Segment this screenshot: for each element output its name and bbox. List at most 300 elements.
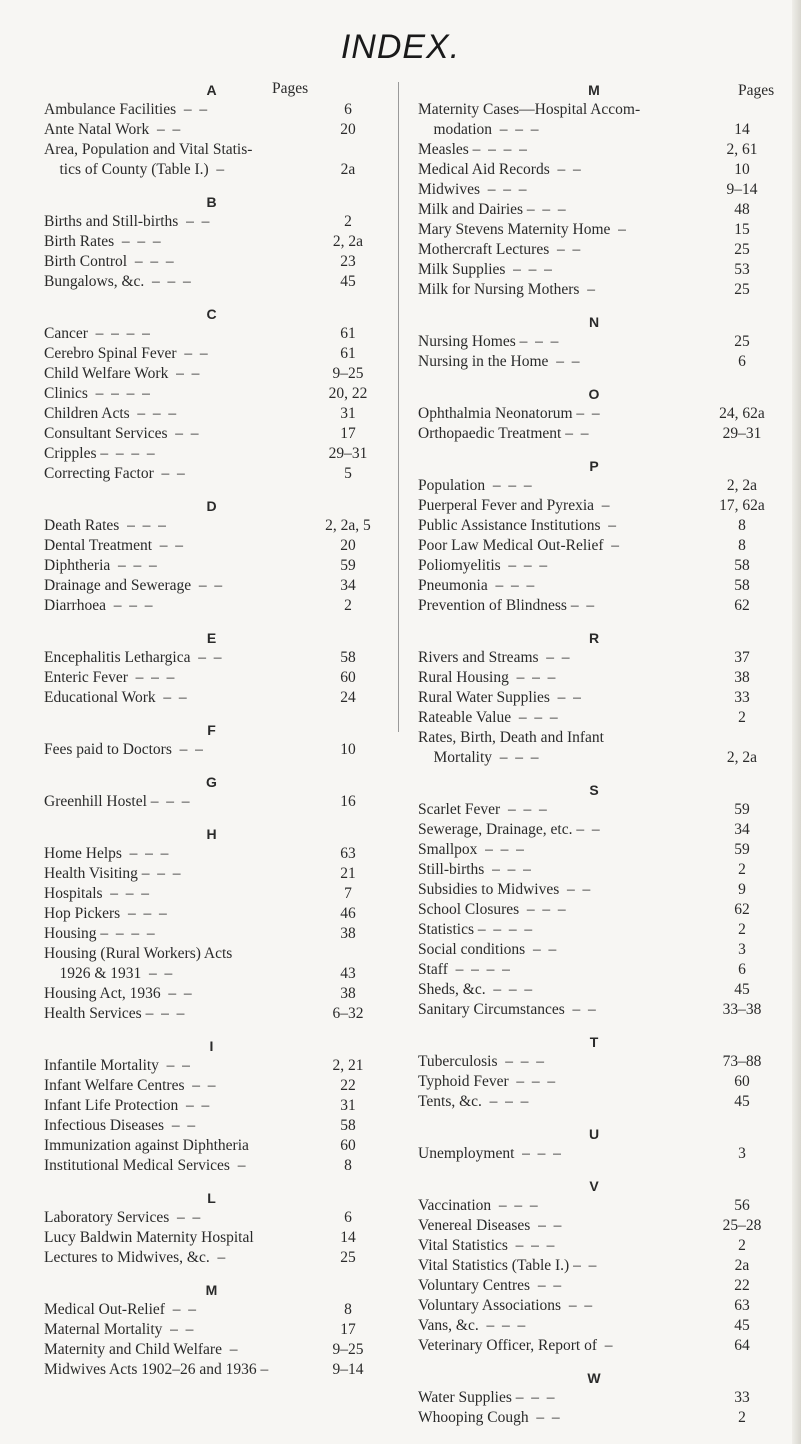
index-entry	[44, 884, 379, 904]
entry-pages: 45	[340, 273, 356, 290]
entry-label: Scarlet Fever – – –	[418, 801, 547, 818]
index-entry	[418, 1072, 770, 1092]
entry-label: Rateable Value – – –	[418, 709, 558, 726]
entry-pages: 62	[734, 901, 750, 918]
entry-pages: 25	[734, 281, 750, 298]
index-entry	[418, 980, 770, 1000]
entry-pages: 48	[734, 201, 750, 218]
entry-label: Sheds, &c. – – –	[418, 981, 533, 998]
index-entry	[418, 900, 770, 920]
pages-header-left: Pages	[272, 80, 309, 97]
entry-pages: 9	[738, 881, 746, 898]
entry-label: School Closures – – –	[418, 901, 566, 918]
index-entry	[44, 1076, 379, 1096]
index-entry	[418, 1144, 770, 1164]
entry-pages: 9–25	[332, 365, 364, 382]
entry-pages: 16	[340, 793, 356, 810]
entry-pages: 61	[340, 325, 356, 342]
entry-label: Area, Population and Vital Statis-	[44, 141, 253, 158]
entry-pages: 25–28	[722, 1217, 762, 1234]
entry-pages: 20, 22	[328, 385, 368, 402]
entry-label: Maternity and Child Welfare –	[44, 1341, 238, 1358]
index-entry	[418, 1276, 770, 1296]
section-letter: B	[206, 194, 217, 210]
index-entry	[418, 708, 770, 728]
index-entry	[44, 556, 379, 576]
entry-pages: 33	[734, 1389, 750, 1406]
index-entry	[418, 748, 770, 768]
section-letter: L	[207, 1190, 216, 1206]
entry-label: Subsidies to Midwives – –	[418, 881, 591, 898]
entry-label: 1926 & 1931 – –	[44, 965, 173, 982]
entry-label: Midwives – – –	[418, 181, 527, 198]
index-entry	[418, 516, 770, 536]
page-title: INDEX.	[340, 28, 461, 66]
entry-pages: 21	[340, 865, 356, 882]
index-entry	[44, 1116, 379, 1136]
index-entry	[44, 984, 379, 1004]
index-entry	[44, 944, 379, 964]
entry-label: Bungalows, &c. – – –	[44, 273, 191, 290]
index-entry	[44, 1096, 379, 1116]
entry-label: Children Acts – – –	[44, 405, 177, 422]
index-entry	[418, 476, 770, 496]
entry-label: Cripples – – – –	[44, 445, 155, 462]
entry-label: Pneumonia – – –	[418, 577, 535, 594]
entry-label: Milk for Nursing Mothers –	[418, 281, 595, 298]
entry-label: Rural Housing – – –	[418, 669, 556, 686]
entry-pages: 2, 61	[726, 141, 758, 158]
entry-label: Ante Natal Work – –	[44, 121, 181, 138]
index-entry	[44, 424, 379, 444]
entry-pages: 58	[734, 557, 750, 574]
index-entry	[418, 240, 770, 260]
entry-label: Venereal Diseases – –	[418, 1217, 562, 1234]
entry-label: Poliomyelitis – – –	[418, 557, 548, 574]
entry-label: Statistics – – – –	[418, 921, 533, 938]
entry-label: Public Assistance Institutions –	[418, 517, 617, 534]
entry-label: Fees paid to Doctors – –	[44, 741, 203, 758]
entry-pages: 37	[734, 649, 750, 666]
index-entry	[418, 840, 770, 860]
entry-pages: 2	[738, 709, 746, 726]
entry-pages: 56	[734, 1197, 750, 1214]
entry-label: Measles – – – –	[418, 141, 527, 158]
index-entry	[44, 1340, 379, 1360]
entry-label: Maternity Cases—Hospital Accom-	[418, 101, 641, 118]
entry-pages: 9–25	[332, 1341, 364, 1358]
index-entry	[44, 516, 379, 536]
entry-pages: 5	[344, 465, 352, 482]
entry-pages: 25	[734, 333, 750, 350]
index-entry	[418, 140, 770, 160]
index-entry	[44, 384, 379, 404]
entry-pages: 73–88	[722, 1053, 762, 1070]
index-entry	[418, 1316, 770, 1336]
entry-label: Unemployment – – –	[418, 1145, 561, 1162]
index-entry	[418, 1256, 770, 1276]
entry-pages: 14	[340, 1229, 356, 1246]
index-entry	[418, 1052, 770, 1072]
entry-pages: 6	[738, 961, 746, 978]
entry-pages: 20	[340, 537, 356, 554]
entry-pages: 8	[738, 517, 746, 534]
entry-pages: 2, 2a, 5	[325, 517, 371, 534]
section-letter: F	[207, 722, 216, 738]
entry-pages: 14	[734, 121, 750, 138]
index-entry	[418, 668, 770, 688]
entry-label: Poor Law Medical Out-Relief –	[418, 537, 620, 554]
entry-pages: 2a	[340, 161, 356, 178]
entry-pages	[317, 944, 379, 964]
entry-pages: 2	[738, 921, 746, 938]
entry-pages: 63	[340, 845, 356, 862]
section-letter: N	[588, 314, 600, 330]
entry-pages: 3	[738, 1145, 746, 1162]
index-entry	[44, 1136, 379, 1156]
section-letter: A	[206, 82, 217, 98]
entry-label: Water Supplies – – –	[418, 1389, 555, 1406]
index-entry	[44, 444, 379, 464]
entry-label: Milk and Dairies – – –	[418, 201, 566, 218]
index-entry	[44, 252, 379, 272]
entry-pages: 60	[340, 1137, 356, 1154]
entry-pages: 9–14	[332, 1361, 364, 1378]
entry-pages: 8	[344, 1301, 352, 1318]
entry-label: Medical Out-Relief – –	[44, 1301, 196, 1318]
entry-label: Vital Statistics – – –	[418, 1237, 555, 1254]
index-entry	[44, 140, 379, 160]
entry-pages: 33–38	[722, 1001, 762, 1018]
index-entry	[44, 668, 379, 688]
entry-pages: 2	[344, 597, 352, 614]
section-letter: U	[588, 1126, 600, 1142]
entry-label: Rates, Birth, Death and Infant	[418, 729, 604, 746]
entry-label: Educational Work – –	[44, 689, 187, 706]
index-entry	[418, 960, 770, 980]
entry-pages: 17, 62a	[719, 497, 765, 514]
index-entry	[418, 160, 770, 180]
index-entry	[44, 688, 379, 708]
entry-pages: 10	[340, 741, 356, 758]
index-entry	[418, 1336, 770, 1356]
index-column-right	[418, 80, 770, 1440]
index-entry	[418, 404, 770, 424]
section-letter: I	[209, 1038, 214, 1054]
entry-label: Vital Statistics (Table I.) – –	[418, 1257, 597, 1274]
index-entry	[418, 352, 770, 372]
index-entry	[418, 496, 770, 516]
index-entry	[44, 1228, 379, 1248]
entry-pages: 2, 2a	[726, 477, 758, 494]
entry-label: Child Welfare Work – –	[44, 365, 200, 382]
section-letter: P	[589, 458, 599, 474]
index-entry	[44, 364, 379, 384]
section-letter: G	[206, 774, 217, 790]
entry-label: Puerperal Fever and Pyrexia –	[418, 497, 610, 514]
index-entry	[44, 404, 379, 424]
index-entry	[418, 100, 770, 120]
entry-label: Rivers and Streams – –	[418, 649, 570, 666]
index-entry	[418, 280, 770, 300]
entry-label: Tuberculosis – – –	[418, 1053, 545, 1070]
entry-label: Sewerage, Drainage, etc. – –	[418, 821, 600, 838]
index-entry	[44, 1156, 379, 1176]
section-letter: M	[588, 82, 600, 98]
index-entry	[418, 1408, 770, 1428]
entry-pages: 38	[340, 985, 356, 1002]
entry-pages: 29–31	[328, 445, 368, 462]
index-entry	[418, 860, 770, 880]
entry-label: Consultant Services – –	[44, 425, 199, 442]
entry-label: Vans, &c. – – –	[418, 1317, 526, 1334]
index-entry	[44, 120, 379, 140]
entry-pages: 63	[734, 1297, 750, 1314]
index-entry	[44, 1004, 379, 1024]
entry-pages: 38	[734, 669, 750, 686]
entry-label: Clinics – – – –	[44, 385, 150, 402]
entry-pages: 59	[734, 801, 750, 818]
index-entry	[418, 1296, 770, 1316]
index-entry	[44, 232, 379, 252]
index-entry	[418, 728, 770, 748]
index-entry	[44, 648, 379, 668]
entry-pages: 43	[340, 965, 356, 982]
entry-label: Infectious Diseases – –	[44, 1117, 196, 1134]
index-entry	[44, 324, 379, 344]
index-entry	[418, 424, 770, 444]
index-entry	[418, 1216, 770, 1236]
entry-pages: 45	[734, 1093, 750, 1110]
index-entry	[44, 1360, 379, 1380]
entry-pages: 22	[340, 1077, 356, 1094]
entry-pages: 46	[340, 905, 356, 922]
entry-pages: 45	[734, 981, 750, 998]
index-entry	[44, 576, 379, 596]
section-letter: R	[588, 630, 600, 646]
section-letter: S	[589, 782, 599, 798]
entry-pages: 25	[340, 1249, 356, 1266]
entry-label: Veterinary Officer, Report of –	[418, 1337, 613, 1354]
index-entry	[418, 1196, 770, 1216]
entry-pages: 2	[738, 1237, 746, 1254]
entry-pages: 10	[734, 161, 750, 178]
entry-label: Ambulance Facilities – –	[44, 101, 208, 118]
entry-pages: 2, 2a	[332, 233, 364, 250]
entry-label: Mortality – – –	[418, 749, 539, 766]
entry-label: Social conditions – –	[418, 941, 557, 958]
entry-pages	[714, 100, 770, 120]
index-entry	[418, 536, 770, 556]
index-entry	[44, 792, 379, 812]
index-entry	[418, 920, 770, 940]
index-column-left	[44, 80, 379, 1392]
entry-pages: 23	[340, 253, 356, 270]
index-entry	[44, 904, 379, 924]
section-letter: H	[206, 826, 217, 842]
entry-pages: 17	[340, 425, 356, 442]
entry-label: Enteric Fever – – –	[44, 669, 175, 686]
entry-pages: 3	[738, 941, 746, 958]
entry-label: Rural Water Supplies – –	[418, 689, 581, 706]
entry-pages: 2	[738, 1409, 746, 1426]
entry-label: Diphtheria – – –	[44, 557, 157, 574]
entry-pages: 59	[734, 841, 750, 858]
entry-pages: 45	[734, 1317, 750, 1334]
entry-label: Maternal Mortality – –	[44, 1321, 194, 1338]
index-entry	[44, 596, 379, 616]
entry-label: Nursing Homes – – –	[418, 333, 559, 350]
entry-pages: 25	[734, 241, 750, 258]
entry-label: Births and Still-births – –	[44, 213, 210, 230]
section-letter: V	[589, 1178, 599, 1194]
section-letter: T	[589, 1034, 599, 1050]
entry-label: Vaccination – – –	[418, 1197, 538, 1214]
entry-pages: 58	[340, 649, 356, 666]
entry-pages: 29–31	[722, 425, 762, 442]
index-entry	[44, 272, 379, 292]
entry-pages: 62	[734, 597, 750, 614]
entry-pages: 58	[340, 1117, 356, 1134]
entry-label: modation – – –	[418, 121, 539, 138]
entry-label: Birth Control – – –	[44, 253, 174, 270]
entry-pages: 22	[734, 1277, 750, 1294]
index-entry	[418, 120, 770, 140]
entry-pages: 8	[738, 537, 746, 554]
entry-pages: 6	[344, 101, 352, 118]
entry-label: Immunization against Diphtheria	[44, 1137, 249, 1154]
entry-label: Home Helps – – –	[44, 845, 169, 862]
entry-pages	[714, 728, 770, 748]
index-entry	[418, 880, 770, 900]
entry-pages: 24	[340, 689, 356, 706]
entry-label: Laboratory Services – –	[44, 1209, 201, 1226]
section-letter: O	[588, 386, 600, 402]
entry-pages: 2	[344, 213, 352, 230]
index-entry	[418, 180, 770, 200]
index-entry	[418, 820, 770, 840]
entry-label: Prevention of Blindness – –	[418, 597, 595, 614]
section-letter: W	[587, 1370, 601, 1386]
index-entry	[418, 1092, 770, 1112]
index-entry	[418, 648, 770, 668]
entry-label: Smallpox – – –	[418, 841, 524, 858]
entry-label: Whooping Cough – –	[418, 1409, 560, 1426]
index-entry	[418, 688, 770, 708]
index-entry	[418, 220, 770, 240]
entry-label: Housing – – – –	[44, 925, 155, 942]
index-entry	[44, 844, 379, 864]
index-entry	[418, 800, 770, 820]
index-entry	[44, 1300, 379, 1320]
entry-label: Hospitals – – –	[44, 885, 150, 902]
index-entry	[44, 160, 379, 180]
entry-pages: 8	[344, 1157, 352, 1174]
entry-pages: 6	[344, 1209, 352, 1226]
index-entry	[418, 596, 770, 616]
entry-label: Staff – – – –	[418, 961, 510, 978]
entry-pages: 31	[340, 1097, 356, 1114]
entry-pages: 60	[340, 669, 356, 686]
entry-label: Hop Pickers – – –	[44, 905, 167, 922]
entry-pages: 38	[340, 925, 356, 942]
entry-label: Encephalitis Lethargica – –	[44, 649, 222, 666]
entry-label: Housing (Rural Workers) Acts	[44, 945, 233, 962]
entry-pages	[317, 140, 379, 160]
index-entry	[44, 1248, 379, 1268]
entry-label: Typhoid Fever – – –	[418, 1073, 556, 1090]
index-entry	[44, 740, 379, 760]
entry-label: Milk Supplies – – –	[418, 261, 552, 278]
index-entry	[418, 1236, 770, 1256]
entry-label: Still-births – – –	[418, 861, 531, 878]
entry-pages: 17	[340, 1321, 356, 1338]
entry-label: Orthopaedic Treatment – –	[418, 425, 589, 442]
entry-pages: 15	[734, 221, 750, 238]
entry-label: tics of County (Table I.) –	[44, 161, 225, 178]
index-entry	[418, 1000, 770, 1020]
entry-label: Greenhill Hostel – – –	[44, 793, 190, 810]
entry-label: Cerebro Spinal Fever – –	[44, 345, 208, 362]
entry-label: Infant Life Protection – –	[44, 1097, 210, 1114]
entry-label: Ophthalmia Neonatorum – –	[418, 405, 600, 422]
entry-pages: 6	[738, 353, 746, 370]
index-entry	[44, 1320, 379, 1340]
index-entry	[44, 1208, 379, 1228]
section-letter: D	[206, 498, 217, 514]
index-entry	[418, 260, 770, 280]
pages-header-right: Pages	[738, 82, 775, 99]
entry-label: Institutional Medical Services –	[44, 1157, 246, 1174]
entry-label: Drainage and Sewerage – –	[44, 577, 223, 594]
entry-label: Health Visiting – – –	[44, 865, 181, 882]
entry-label: Correcting Factor – –	[44, 465, 185, 482]
entry-label: Midwives Acts 1902–26 and 1936 –	[44, 1361, 269, 1378]
entry-label: Infantile Mortality – –	[44, 1057, 190, 1074]
entry-pages: 34	[734, 821, 750, 838]
entry-label: Cancer – – – –	[44, 325, 150, 342]
entry-label: Infant Welfare Centres – –	[44, 1077, 216, 1094]
entry-label: Population – – –	[418, 477, 532, 494]
index-entry	[44, 864, 379, 884]
column-divider	[398, 82, 399, 732]
entry-label: Nursing in the Home – –	[418, 353, 580, 370]
entry-pages: 34	[340, 577, 356, 594]
entry-pages: 33	[734, 689, 750, 706]
entry-label: Mothercraft Lectures – –	[418, 241, 581, 258]
section-letter: C	[206, 306, 217, 322]
entry-label: Lucy Baldwin Maternity Hospital	[44, 1229, 254, 1246]
index-entry	[44, 536, 379, 556]
index-entry	[418, 1388, 770, 1408]
page-edge	[792, 0, 801, 1444]
index-entry	[44, 464, 379, 484]
entry-pages: 20	[340, 121, 356, 138]
entry-pages: 9–14	[726, 181, 758, 198]
entry-label: Death Rates – – –	[44, 517, 166, 534]
index-entry	[44, 212, 379, 232]
entry-pages: 59	[340, 557, 356, 574]
entry-label: Health Services – – –	[44, 1005, 185, 1022]
entry-label: Diarrhoea – – –	[44, 597, 153, 614]
entry-pages: 2a	[734, 1257, 750, 1274]
index-entry	[44, 344, 379, 364]
section-letter: M	[205, 1282, 218, 1298]
index-entry	[418, 200, 770, 220]
index-entry	[44, 100, 379, 120]
entry-pages: 64	[734, 1337, 750, 1354]
entry-pages: 53	[734, 261, 750, 278]
